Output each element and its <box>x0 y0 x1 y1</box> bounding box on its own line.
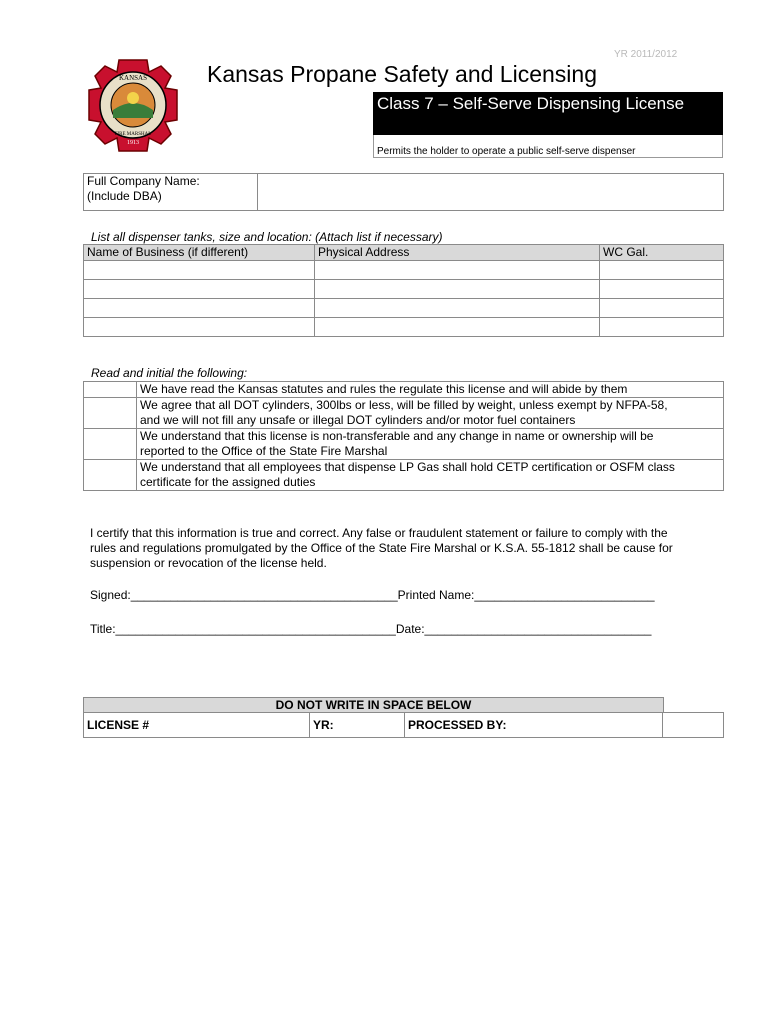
agreement-row <box>84 398 724 429</box>
agreements-table <box>83 381 724 491</box>
year-label: YR 2011/2012 <box>614 49 678 60</box>
column-header-wc-gal: WC Gal. <box>600 245 724 261</box>
table-row <box>84 318 724 337</box>
physical-address-cell[interactable] <box>315 261 600 280</box>
printed-name-field[interactable]: Printed Name:___________________________ <box>397 588 655 602</box>
kansas-fire-marshal-seal-icon <box>87 58 179 153</box>
business-name-cell[interactable] <box>84 280 315 299</box>
wc-gal-cell[interactable] <box>600 280 724 299</box>
initial-box[interactable] <box>84 460 137 491</box>
title-field[interactable]: Title:__________________________________________ <box>90 622 396 636</box>
form-title: Kansas Propane Safety and Licensing <box>207 61 597 87</box>
agreement-text: We understand that all employees that dispense LP Gas shall hold CETP certification or OSFM class certificate for the assigned duties <box>137 460 724 491</box>
physical-address-cell[interactable] <box>315 280 600 299</box>
office-use-table <box>83 712 724 738</box>
wc-gal-cell[interactable] <box>600 261 724 280</box>
business-name-cell[interactable] <box>84 261 315 280</box>
column-header-business-name: Name of Business (if different) <box>84 245 315 261</box>
agreement-row <box>84 429 724 460</box>
table-row <box>84 299 724 318</box>
agreement-text: We agree that all DOT cylinders, 300lbs or less, will be filled by weight, unless exempt by NFPA-58, and we will not fill any unsafe or illegal DOT cylinders and/or motor fuel containers <box>137 398 724 429</box>
table-row <box>84 280 724 299</box>
initial-box[interactable] <box>84 429 137 460</box>
wc-gal-cell[interactable] <box>600 318 724 337</box>
agreement-row <box>84 460 724 491</box>
certification-statement: I certify that this information is true and correct. Any false or fraudulent statement or failure to comply with the rules and regulations promulgated by the Office of the State Fire Marshal or K.S.A. 55-1812 shall be cause for suspension or revocation of the license held. <box>90 526 673 570</box>
license-number-cell: LICENSE # <box>84 713 310 738</box>
physical-address-cell[interactable] <box>315 299 600 318</box>
agreement-text: We understand that this license is non-transferable and any change in name or ownership will be reported to the Office of the State Fire Marshal <box>137 429 724 460</box>
initial-box[interactable] <box>84 398 137 429</box>
business-name-cell[interactable] <box>84 318 315 337</box>
signed-field[interactable]: Signed:________________________________________ <box>90 588 398 602</box>
wc-gal-cell[interactable] <box>600 299 724 318</box>
company-name-field[interactable] <box>258 174 724 211</box>
title-date-line[interactable] <box>90 622 651 636</box>
date-field[interactable]: Date:__________________________________ <box>395 622 652 636</box>
permits-description: Permits the holder to operate a public self-serve dispenser <box>373 135 723 158</box>
processed-by-cell: PROCESSED BY: <box>405 713 663 738</box>
company-name-table <box>83 173 724 211</box>
agreement-text: We have read the Kansas statutes and rules the regulate this license and will abide by them <box>137 382 724 398</box>
year-cell: YR: <box>310 713 405 738</box>
tanks-table <box>83 244 724 337</box>
company-name-label: Full Company Name: (Include DBA) <box>84 174 258 211</box>
office-use-extra-cell <box>663 713 724 738</box>
svg-text:FIRE MARSHAL: FIRE MARSHAL <box>114 132 152 137</box>
agreements-caption: Read and initial the following: <box>91 366 248 380</box>
column-header-physical-address: Physical Address <box>315 245 600 261</box>
initial-box[interactable] <box>84 382 137 398</box>
signature-line[interactable] <box>90 588 655 602</box>
office-use-header: DO NOT WRITE IN SPACE BELOW <box>83 697 664 712</box>
physical-address-cell[interactable] <box>315 318 600 337</box>
tanks-caption: List all dispenser tanks, size and location: (Attach list if necessary) <box>91 230 443 244</box>
svg-text:KANSAS: KANSAS <box>118 74 148 82</box>
agreement-row <box>84 382 724 398</box>
table-row <box>84 261 724 280</box>
license-class-banner: Class 7 – Self-Serve Dispensing License <box>373 92 723 135</box>
svg-text:1913: 1913 <box>127 140 139 146</box>
business-name-cell[interactable] <box>84 299 315 318</box>
